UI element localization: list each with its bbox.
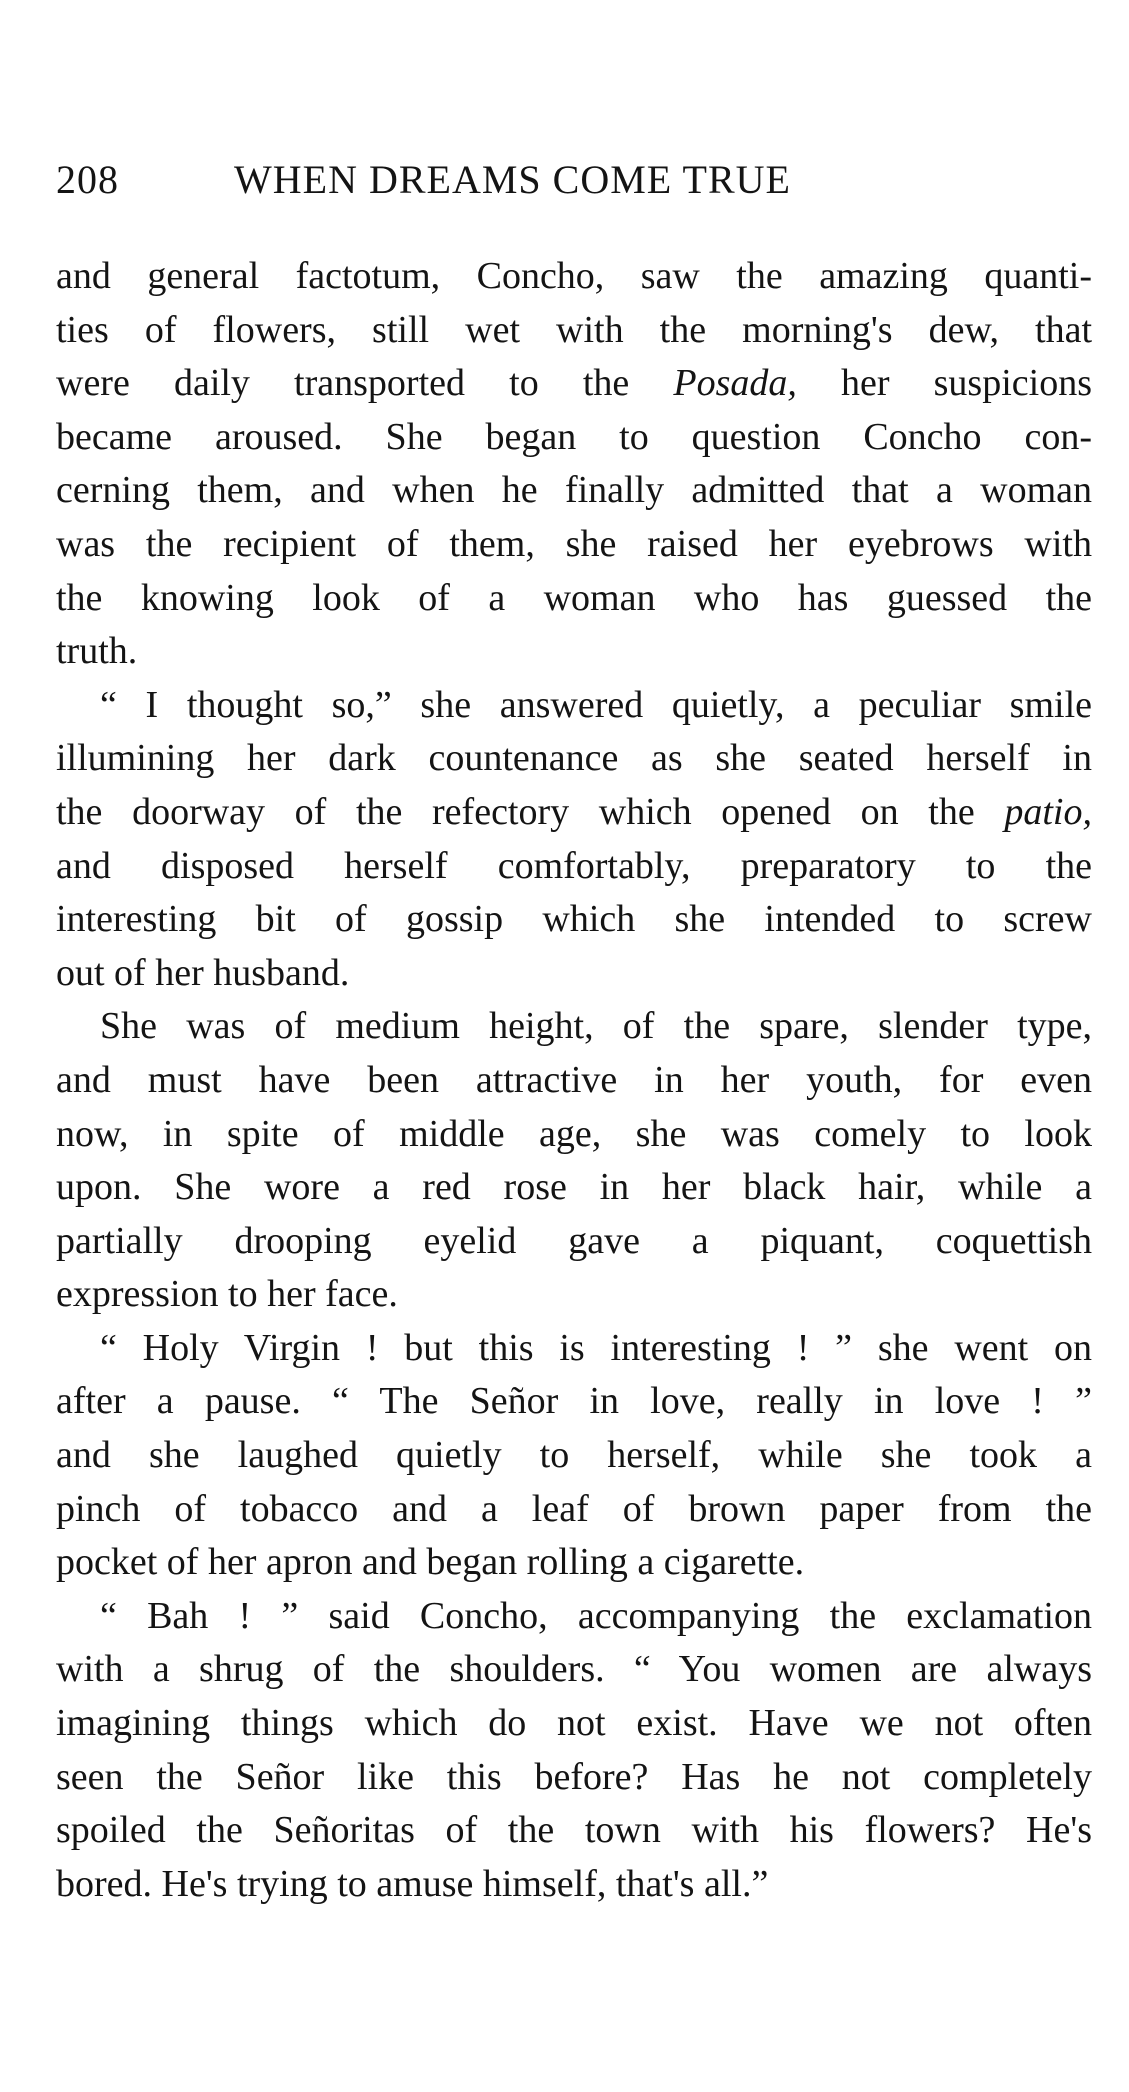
text-line: spoiled the Señoritas of the town with his flowers? He's (56, 1809, 1092, 1852)
text-line: ties of flowers, still wet with the morning's dew, that (56, 308, 1092, 351)
text-line: the knowing look of a woman who has guessed the (56, 576, 1092, 619)
text-line: cerning them, and when he finally admitted that a woman (56, 469, 1092, 512)
text-line: bored. He's trying to amuse himself, that's all.” (56, 1862, 769, 1905)
text-line: and disposed herself comfortably, preparatory to the (56, 844, 1092, 887)
text-line: pocket of her apron and began rolling a cigarette. (56, 1541, 805, 1584)
text-line: imagining things which do not exist. Have we not often (56, 1702, 1092, 1745)
text-span: her suspicions (796, 362, 1092, 405)
text-line: She was of medium height, of the spare, slender type, (100, 1005, 1092, 1048)
text-line: seen the Señor like this before? Has he not completely (56, 1755, 1092, 1798)
text-line: now, in spite of middle age, she was comely to look (56, 1112, 1092, 1155)
text-line: became aroused. She began to question Concho con- (56, 415, 1092, 458)
text-line (56, 786, 1092, 840)
text-line: and she laughed quietly to herself, while she took a (56, 1434, 1092, 1477)
text-line: interesting bit of gossip which she intended to screw (56, 898, 1092, 941)
page-number: 208 (56, 157, 119, 202)
italic-word-patio: patio, (1004, 790, 1092, 833)
text-line: was the recipient of them, she raised her eyebrows with (56, 522, 1092, 565)
text-line: “ Holy Virgin ! but this is interesting ! ” she went on (100, 1326, 1092, 1369)
text-span: the doorway of the refectory which opened on the (56, 790, 1005, 833)
running-head (56, 152, 1088, 208)
text-line: after a pause. “ The Señor in love, really in love ! ” (56, 1380, 1092, 1423)
running-title: WHEN DREAMS COME TRUE (234, 157, 791, 202)
italic-word-posada: Posada, (673, 362, 797, 405)
text-line: with a shrug of the shoulders. “ You women are always (56, 1648, 1092, 1691)
text-line: illumining her dark countenance as she seated herself in (56, 737, 1092, 780)
text-line: partially drooping eyelid gave a piquant, coquettish (56, 1219, 1092, 1262)
text-line: “ Bah ! ” said Concho, accompanying the exclamation (100, 1594, 1092, 1637)
text-span: were daily transported to the (56, 362, 674, 405)
text-line (56, 357, 1092, 411)
text-line: expression to her face. (56, 1273, 398, 1316)
text-line: and general factotum, Concho, saw the amazing quanti- (56, 255, 1092, 297)
text-line: “ I thought so,” she answered quietly, a peculiar smile (100, 683, 1092, 726)
text-line: out of her husband. (56, 951, 350, 994)
text-line: upon. She wore a red rose in her black hair, while a (56, 1166, 1092, 1209)
text-line: pinch of tobacco and a leaf of brown paper from the (56, 1487, 1092, 1530)
text-line: truth. (56, 630, 138, 673)
body-text (56, 250, 1092, 1911)
text-line: and must have been attractive in her youth, for even (56, 1058, 1092, 1101)
